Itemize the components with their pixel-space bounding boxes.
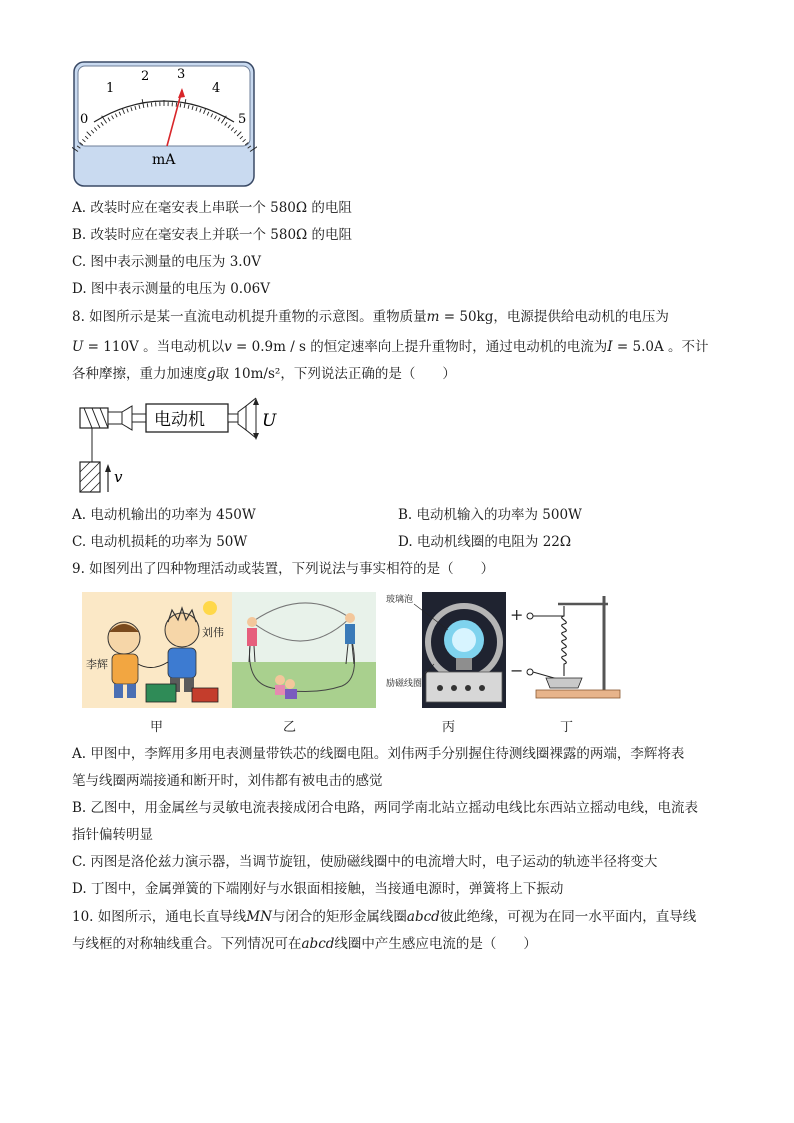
q9-option-c: C. 丙图是洛伦兹力演示器，当调节旋钮，使励磁线圈中的电流增大时，电子运动的轨迹半径将变大	[72, 854, 658, 870]
q8-stem-line3: 各种摩擦，重力加速度g取 10m/s²，下列说法正确的是（ ）	[72, 366, 456, 382]
voltage-label: U	[262, 411, 277, 431]
caption-yi: 乙	[283, 720, 297, 735]
motor-label: 电动机	[154, 410, 205, 430]
figure-bing-lorentz-demonstrator	[386, 590, 508, 710]
q8-stem-line1: 8. 如图所示是某一直流电动机提升重物的示意图。重物质量m = 50kg，电源提供给电动机的电压为	[72, 309, 669, 325]
caption-bing: 丙	[442, 720, 456, 735]
q7-option-b: B. 改装时应在毫安表上并联一个 580Ω 的电阻	[72, 227, 353, 243]
q8-option-d: D. 电动机线圈的电阻为 22Ω	[398, 534, 572, 550]
label-exciting-coil: 励磁线圈	[386, 679, 423, 689]
q9-option-b-line1: B. 乙图中，用金属丝与灵敏电流表接成闭合电路，两同学南北站立摇动电线比东西站立摇动电线，电流表	[72, 800, 699, 816]
label-liu-wei: 刘伟	[202, 626, 224, 639]
q7-option-c: C. 图中表示测量的电压为 3.0V	[72, 254, 261, 270]
figure-ding-spring	[508, 590, 623, 708]
q8-option-b: B. 电动机输入的功率为 500W	[398, 507, 582, 523]
q9-stem: 9. 如图列出了四种物理活动或装置，下列说法与事实相符的是（ ）	[72, 561, 495, 577]
figure-jia-cartoon	[82, 592, 232, 708]
q7-option-a: A. 改装时应在毫安表上串联一个 580Ω 的电阻	[72, 200, 352, 216]
meter-tick-3: 3	[177, 67, 186, 82]
meter-tick-mark	[147, 103, 148, 107]
caption-ding: 丁	[560, 720, 574, 735]
meter-unit: mA	[152, 152, 176, 168]
meter-tick-1: 1	[106, 81, 115, 96]
label-minus: −	[510, 661, 524, 680]
q10-stem-line1: 10. 如图所示，通电长直导线MN与闭合的矩形金属线圈abcd彼此绝缘，可视为在同一水平面内，直导线	[72, 909, 697, 925]
meter-tick-2: 2	[141, 69, 150, 84]
label-plus: +	[510, 605, 524, 624]
meter-tick-5: 5	[238, 112, 247, 127]
q9-option-a-line2: 笔与线圈两端接通和断开时，刘伟都有被电击的感觉	[72, 773, 383, 789]
caption-jia: 甲	[150, 720, 164, 735]
meter-tick-0: 0	[80, 112, 89, 127]
q7-option-d: D. 图中表示测量的电压为 0.06V	[72, 281, 271, 297]
motor-diagram	[74, 396, 294, 496]
meter-tick-4: 4	[212, 81, 221, 96]
q9-option-a-line1: A. 甲图中，李辉用多用电表测量带铁芯的线圈电阻。刘伟两手分别握住待测线圈裸露的两端，李辉将表	[72, 746, 685, 762]
q9-option-d: D. 丁图中，金属弹簧的下端刚好与水银面相接触，当接通电源时，弹簧将上下振动	[72, 881, 564, 897]
q8-option-c: C. 电动机损耗的功率为 50W	[72, 534, 248, 550]
label-glass-bulb: 玻璃泡	[386, 595, 414, 605]
milliammeter-figure	[72, 60, 257, 188]
velocity-label: v	[114, 468, 123, 486]
q10-stem-line2: 与线框的对称轴线重合。下列情况可在abcd线圈中产生感应电流的是（ ）	[72, 936, 537, 952]
q9-option-b-line2: 指针偏转明显	[72, 827, 153, 843]
meter-tick-mark	[180, 103, 181, 107]
figure-yi-rope	[232, 592, 376, 708]
label-li-hui: 李辉	[86, 658, 108, 671]
q8-option-a: A. 电动机输出的功率为 450W	[72, 507, 256, 523]
q8-stem-line2: U = 110V 。当电动机以v = 0.9m / s 的恒定速率向上提升重物时，通过电动机的电流为I = 5.0A 。不计	[72, 339, 709, 355]
